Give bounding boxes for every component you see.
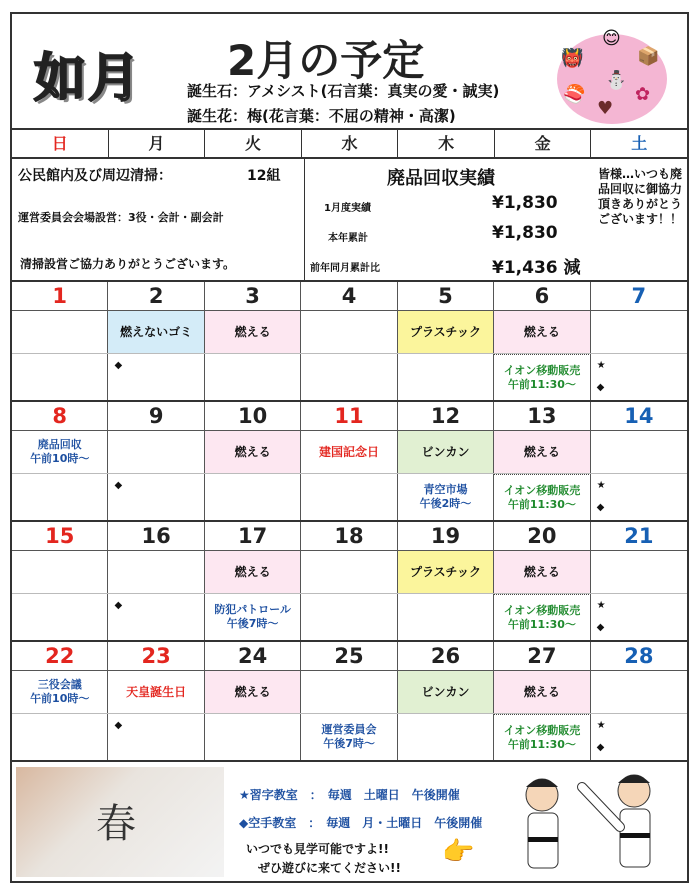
- pointing-hand-icon: 👉: [442, 837, 475, 867]
- day-note-cell: [591, 354, 687, 400]
- day-event-cell: [301, 431, 397, 473]
- day-note-cell: [108, 594, 204, 640]
- day-event: プラスチック: [409, 325, 481, 339]
- day-event-cell: [108, 671, 204, 713]
- day-note-cell: [494, 354, 590, 400]
- day-event: 三役会議 午前10時～: [30, 678, 90, 705]
- day-note-cell: [12, 714, 108, 760]
- day-number: 23: [108, 642, 204, 670]
- cleaning-count: 12組: [247, 168, 281, 184]
- day-note-cell: [205, 474, 301, 520]
- weekday-3: 水: [302, 130, 399, 157]
- day-event-cell: [494, 311, 590, 353]
- weekday-6: 土: [631, 134, 648, 153]
- day-number: 21: [624, 524, 654, 548]
- recycle-thanks: 皆様…いつも廃品回収に御協力頂きありがとうございます！！: [598, 167, 683, 226]
- day-event-cell: [494, 431, 590, 473]
- day-number: 5: [398, 282, 494, 310]
- birthflower: 誕生花：梅(花言葉：不屈の精神・高潔): [187, 107, 456, 125]
- calligraphy-photo: 春: [16, 767, 224, 877]
- day-number: 18: [301, 522, 397, 550]
- day-note: 運営委員会 午後7時～: [321, 723, 377, 750]
- diamond-mark-icon: ◆: [596, 382, 605, 393]
- day-event-cell: [12, 551, 108, 593]
- note-row: [12, 714, 687, 760]
- date-row: [12, 642, 687, 671]
- day-number: 4: [301, 282, 397, 310]
- date-row: [12, 282, 687, 311]
- page-title: 2月の予定: [227, 36, 425, 85]
- day-event: 天皇誕生日: [126, 685, 187, 699]
- recycle-value: ¥1,830: [492, 223, 558, 243]
- day-note-cell: [205, 714, 301, 760]
- day-number: 1: [12, 282, 108, 310]
- day-number: 13: [494, 402, 590, 430]
- day-event-cell: [108, 431, 204, 473]
- day-event: 燃える: [523, 565, 560, 579]
- date-row: [12, 402, 687, 431]
- day-event-cell: [398, 671, 494, 713]
- weekday-5: 金: [495, 130, 592, 157]
- recycle-label: 1月度実績: [324, 203, 371, 214]
- event-row: [12, 671, 687, 714]
- day-event-cell: [205, 311, 301, 353]
- day-event-cell: [301, 311, 397, 353]
- weekday-2: 火: [205, 130, 302, 157]
- day-note-cell: [108, 474, 204, 520]
- diamond-mark-icon: ◆: [114, 600, 123, 611]
- day-note-cell: [591, 594, 687, 640]
- day-event-cell: [591, 311, 687, 353]
- note-row: [12, 474, 687, 520]
- day-note-cell: [494, 594, 590, 640]
- star-mark-icon: ★: [596, 600, 606, 611]
- day-event: 燃える: [234, 325, 271, 339]
- day-note-cell: [301, 354, 397, 400]
- star-mark-icon: ★: [596, 480, 606, 491]
- recycle-value: ¥1,436 減: [492, 258, 581, 278]
- day-note-cell: [398, 474, 494, 520]
- day-number: 27: [494, 642, 590, 670]
- day-event-cell: [398, 551, 494, 593]
- day-number: 26: [398, 642, 494, 670]
- day-note: イオン移動販売 午前11:30～: [503, 484, 581, 511]
- day-event-cell: [12, 671, 108, 713]
- day-note-cell: [301, 474, 397, 520]
- recycle-label: 本年累計: [328, 233, 368, 244]
- diamond-mark-icon: ◆: [596, 742, 605, 753]
- cleaning-label: 公民館内及び周辺清掃：: [18, 168, 172, 184]
- diamond-mark-icon: ◆: [596, 502, 605, 513]
- event-row: [12, 551, 687, 594]
- day-note-cell: [494, 714, 590, 760]
- ehomaki-icon: 🍣: [563, 84, 586, 105]
- day-note-cell: [108, 354, 204, 400]
- day-number: 2: [108, 282, 204, 310]
- date-row: [12, 522, 687, 551]
- note-row: [12, 594, 687, 640]
- recycle-label: 前年同月累計比: [310, 263, 380, 274]
- note-row: [12, 354, 687, 400]
- day-note: イオン移動販売 午前11:30～: [503, 364, 581, 391]
- diamond-mark-icon: ◆: [114, 480, 123, 491]
- day-event: 建国記念日: [319, 445, 380, 459]
- setup-info: 運営委員会会場設営：3役・会計・副会計: [18, 211, 224, 224]
- day-number: 22: [12, 642, 108, 670]
- day-event: 燃えないゴミ: [120, 325, 193, 339]
- day-event: 燃える: [234, 685, 271, 699]
- birthstone: 誕生石：アメシスト(石言葉：真実の愛・誠実): [187, 82, 500, 100]
- calendar-sheet: [10, 12, 689, 883]
- day-event: 廃品回収 午前10時～: [30, 438, 90, 465]
- day-number: 28: [624, 644, 654, 668]
- cleaning-info: [12, 159, 305, 280]
- day-event-cell: [12, 431, 108, 473]
- calligraphy-class: ★習字教室 ： 毎週 土曜日 午後開催: [239, 788, 460, 802]
- recycle-value: ¥1,830: [492, 193, 558, 213]
- info-panel: [12, 159, 687, 282]
- day-number: 19: [398, 522, 494, 550]
- day-note-cell: [108, 714, 204, 760]
- chocolate-heart-icon: ♥: [597, 98, 614, 119]
- day-event: 燃える: [523, 445, 560, 459]
- karate-class: ◆空手教室 ： 毎週 月・土曜日 午後開催: [239, 816, 483, 830]
- day-note: 防犯パトロール 午後7時～: [214, 603, 291, 630]
- calendar-week: [12, 642, 687, 762]
- day-number: 17: [205, 522, 301, 550]
- day-number: 15: [12, 522, 108, 550]
- header: [12, 14, 687, 130]
- day-event-cell: [398, 311, 494, 353]
- day-note-cell: [205, 594, 301, 640]
- snowman-icon: ⛄: [605, 70, 628, 91]
- day-note-cell: [398, 714, 494, 760]
- day-event: ビンカン: [421, 445, 470, 459]
- day-event: 燃える: [234, 445, 271, 459]
- day-event-cell: [205, 551, 301, 593]
- plum-blossom-icon: ✿: [635, 84, 651, 105]
- weekday-0: 日: [12, 130, 109, 157]
- okame-mask-icon: 😊: [602, 28, 621, 49]
- weekday-1: 月: [109, 130, 206, 157]
- day-number: 6: [494, 282, 590, 310]
- footer: [12, 762, 687, 881]
- recycle-title: 廃品回収実績: [387, 168, 495, 189]
- day-note: イオン移動販売 午前11:30～: [503, 724, 581, 751]
- day-event-cell: [301, 671, 397, 713]
- day-number: 10: [205, 402, 301, 430]
- day-number: 11: [301, 402, 397, 430]
- day-event-cell: [301, 551, 397, 593]
- day-number: 7: [631, 284, 647, 308]
- day-note-cell: [591, 474, 687, 520]
- event-row: [12, 311, 687, 354]
- day-event-cell: [591, 671, 687, 713]
- day-event-cell: [205, 671, 301, 713]
- day-note-cell: [398, 354, 494, 400]
- day-number: 12: [398, 402, 494, 430]
- day-event-cell: [108, 551, 204, 593]
- day-event: プラスチック: [409, 565, 481, 579]
- day-number: 9: [108, 402, 204, 430]
- day-note-cell: [398, 594, 494, 640]
- star-mark-icon: ★: [596, 360, 606, 371]
- diamond-mark-icon: ◆: [114, 360, 123, 371]
- day-note: イオン移動販売 午前11:30～: [503, 604, 581, 631]
- oni-mask-icon: 👹: [561, 48, 584, 69]
- day-event-cell: [398, 431, 494, 473]
- day-number: 8: [12, 402, 108, 430]
- bean-box-icon: 📦: [637, 46, 660, 67]
- day-note-cell: [12, 354, 108, 400]
- day-event-cell: [205, 431, 301, 473]
- day-number: 16: [108, 522, 204, 550]
- day-number: 25: [301, 642, 397, 670]
- day-event: ビンカン: [421, 685, 470, 699]
- day-event-cell: [591, 551, 687, 593]
- star-mark-icon: ★: [596, 720, 606, 731]
- cleaning-thanks: 清掃設営ご協力ありがとうございます。: [20, 257, 236, 271]
- event-row: [12, 431, 687, 474]
- day-note: 青空市場 午後2時～: [419, 483, 472, 510]
- day-event: 燃える: [523, 685, 560, 699]
- day-note-cell: [301, 594, 397, 640]
- day-event-cell: [494, 551, 590, 593]
- day-number: 14: [624, 404, 654, 428]
- calendar-week: [12, 282, 687, 402]
- calendar-week: [12, 402, 687, 522]
- day-number: 20: [494, 522, 590, 550]
- diamond-mark-icon: ◆: [596, 622, 605, 633]
- weekday-4: 木: [398, 130, 495, 157]
- karate-illustration: [502, 767, 682, 877]
- diamond-mark-icon: ◆: [114, 720, 123, 731]
- day-number: 24: [205, 642, 301, 670]
- day-note-cell: [591, 714, 687, 760]
- day-note-cell: [12, 594, 108, 640]
- month-name: 如月: [34, 49, 143, 109]
- calendar-week: [12, 522, 687, 642]
- day-event-cell: [494, 671, 590, 713]
- weekday-header: [12, 130, 687, 159]
- day-note-cell: [12, 474, 108, 520]
- february-illustration: [557, 28, 667, 124]
- day-event-cell: [12, 311, 108, 353]
- invite-message: ぜひ遊びに来てください!!: [258, 861, 401, 875]
- day-event: 燃える: [523, 325, 560, 339]
- day-event-cell: [591, 431, 687, 473]
- day-note-cell: [205, 354, 301, 400]
- day-event-cell: [108, 311, 204, 353]
- day-number: 3: [205, 282, 301, 310]
- day-note-cell: [494, 474, 590, 520]
- day-note-cell: [301, 714, 397, 760]
- visit-message: いつでも見学可能ですよ!!: [246, 842, 389, 856]
- day-event: 燃える: [234, 565, 271, 579]
